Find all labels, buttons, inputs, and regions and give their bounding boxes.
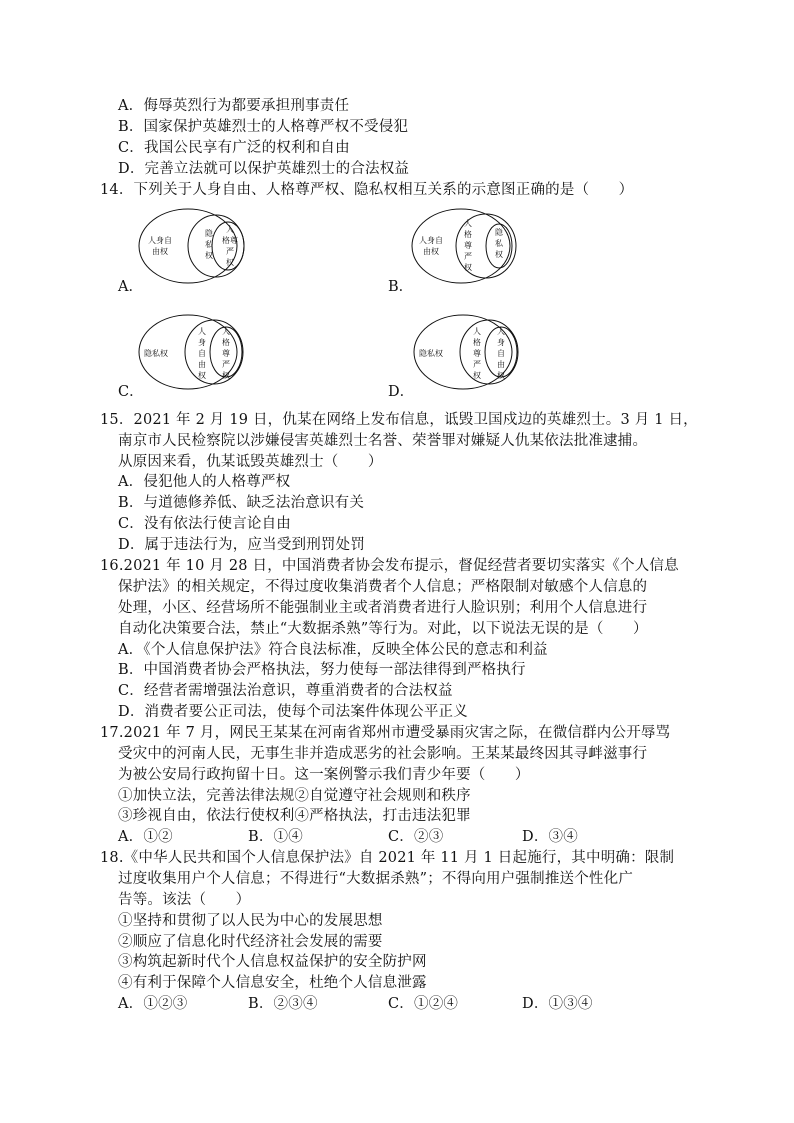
svg-text:格: 格 [222,338,230,347]
svg-text:隐: 隐 [495,228,503,237]
q18-stem-line-1: 18.《中华人民共和国个人信息保护法》自 2021 年 11 月 1 日起施行，其中明确：限制 [100,850,675,866]
q17-stem-line-3: 为被公安局行政拘留十日。这一案例警示我们青少年要（ ） [118,767,530,783]
q17-choice-b: B．①④ [248,829,303,845]
q18-item-3: ③构筑起新时代个人信息权益保护的安全防护网 [118,954,427,970]
svg-text:自: 自 [198,349,206,358]
svg-text:私: 私 [205,240,213,249]
q18-choice-c: C．①②④ [388,996,459,1012]
q18-stem-line-2: 过度收集用户个人信息；不得进行“大数据杀熟”；不得向用户强制推送个性化广 [118,871,634,887]
svg-text:严: 严 [222,360,230,369]
svg-text:人: 人 [198,327,206,336]
q15-stem-line-1: 15．2021 年 2 月 19 日，仇某在网络上发布信息，诋毁卫国戍边的英雄烈士。3 月 1 日， [100,412,698,428]
svg-text:严: 严 [226,247,234,256]
svg-text:由: 由 [497,360,505,369]
q13-option-c: C．我国公民享有广泛的权利和自由 [118,140,350,156]
q15-option-c: C．没有依法行使言论自由 [118,516,291,532]
q18-choice-b: B．②③④ [248,996,318,1012]
q18-item-2: ②顺应了信息化时代经济社会发展的需要 [118,934,383,950]
q14-diagram-d [413,314,523,394]
svg-text:身: 身 [497,338,505,347]
svg-text:严: 严 [473,360,481,369]
svg-text:私: 私 [495,239,503,248]
q14-stem: 14．下列关于人身自由、人格尊严权、隐私权相互关系的示意图正确的是（ ） [100,182,634,198]
q16-option-c: C．经营者需增强法治意识，尊重消费者的合法权益 [118,683,453,699]
q15-stem-line-2: 南京市人民检察院以涉嫌侵害英雄烈士名誉、荣誉罪对嫌疑人仇某依法批准逮捕。 [118,433,648,449]
q16-stem-line-4: 自动化决策要合法，禁止“大数据杀熟”等行为。对此，以下说法无误的是（ ） [118,621,648,637]
svg-text:权: 权 [497,371,505,380]
q14-diagram-c [138,314,248,394]
svg-text:严: 严 [464,252,472,261]
svg-text:尊: 尊 [473,349,481,358]
svg-text:人: 人 [473,327,481,336]
svg-text:格: 格 [473,338,481,347]
q18-item-4: ④有利于保障个人信息安全，杜绝个人信息泄露 [118,975,427,991]
q17-stem-line-2: 受灾中的河南人民，无事生非并造成恶劣的社会影响。王某某最终因其寻衅滋事行 [118,746,648,762]
q16-stem-line-1: 16.2021 年 10 月 28 日，中国消费者协会发布提示，督促经营者要切实落实《个人信息 [100,558,679,574]
q15-option-b: B．与道德修养低、缺乏法治意识有关 [118,495,365,511]
q17-choice-c: C．②③ [388,829,444,845]
svg-text:权: 权 [222,371,230,380]
svg-text:权: 权 [205,251,213,260]
svg-text:由权: 由权 [423,247,439,256]
svg-text:身: 身 [198,338,206,347]
svg-text:隐: 隐 [205,229,213,238]
q16-stem-line-2: 保护法》的相关规定，不得过度收集消费者个人信息；严格限制对敏感个人信息的 [118,579,648,595]
svg-text:隐私权: 隐私权 [419,349,443,358]
diagram-a-outer-label-1: 人身自 [148,236,172,245]
q17-item-line-1: ①加快立法，完善法律法规②自觉遵守社会规则和秩序 [118,788,471,804]
svg-text:尊: 尊 [222,349,230,358]
q13-option-a: A．侮辱英烈行为都要承担刑事责任 [118,98,350,114]
svg-text:格尊: 格尊 [222,236,238,245]
q15-option-d: D．属于违法行为，应当受到刑罚处罚 [118,537,366,553]
q16-option-b: B．中国消费者协会严格执法，努力使每一部法律得到严格执行 [118,662,526,678]
svg-text:隐私权: 隐私权 [144,349,168,358]
q17-stem-line-1: 17.2021 年 7 月，网民王某某在河南省郑州市遭受暴雨灾害之际，在微信群内公开辱骂 [100,725,671,741]
q16-option-a: A．《个人信息保护法》符合良法标准，反映全体公民的意志和利益 [118,642,548,658]
q17-choice-d: D．③④ [522,829,578,845]
q14-label-a: A． [118,279,143,295]
diagram-a-outer-label-2: 由权 [152,247,168,256]
svg-text:人: 人 [226,225,234,234]
svg-text:格: 格 [464,230,472,239]
svg-text:尊: 尊 [464,241,472,250]
q14-label-c: C． [118,384,144,400]
q13-option-b: B．国家保护英雄烈士的人格尊严权不受侵犯 [118,119,409,135]
q15-stem-line-3: 从原因来看，仇某诋毁英雄烈士（ ） [118,454,383,470]
svg-text:人: 人 [497,327,505,336]
q14-label-d: D． [388,384,415,400]
svg-text:权: 权 [198,371,206,380]
svg-text:人身自: 人身自 [419,236,443,245]
q14-diagram-a [138,208,248,288]
q17-choice-a: A．①② [118,829,173,845]
svg-text:权: 权 [464,263,472,272]
svg-text:权: 权 [495,250,503,259]
q16-option-d: D．消费者要公正司法，使每个司法案件体现公平正义 [118,704,468,720]
q18-stem-line-3: 告等。该法（ ） [118,892,251,908]
q13-option-d: D．完善立法就可以保护英雄烈士的合法权益 [118,161,410,177]
svg-text:人: 人 [464,219,472,228]
q14-diagram-b [411,208,521,288]
q18-choice-d: D．①③④ [522,996,593,1012]
q18-item-1: ①坚持和贯彻了以人民为中心的发展思想 [118,913,383,929]
svg-text:权: 权 [226,258,234,267]
q17-item-line-2: ③珍视自由，依法行使权利④严格执法，打击违法犯罪 [118,808,471,824]
q14-label-b: B． [388,279,414,295]
svg-text:人: 人 [222,327,230,336]
q15-option-a: A．侵犯他人的人格尊严权 [118,474,291,490]
q16-stem-line-3: 处理，小区、经营场所不能强制业主或者消费者进行人脸识别；利用个人信息进行 [118,600,648,616]
svg-text:由: 由 [198,360,206,369]
svg-text:权: 权 [473,371,481,380]
q18-choice-a: A．①②③ [118,996,188,1012]
svg-text:自: 自 [497,349,505,358]
